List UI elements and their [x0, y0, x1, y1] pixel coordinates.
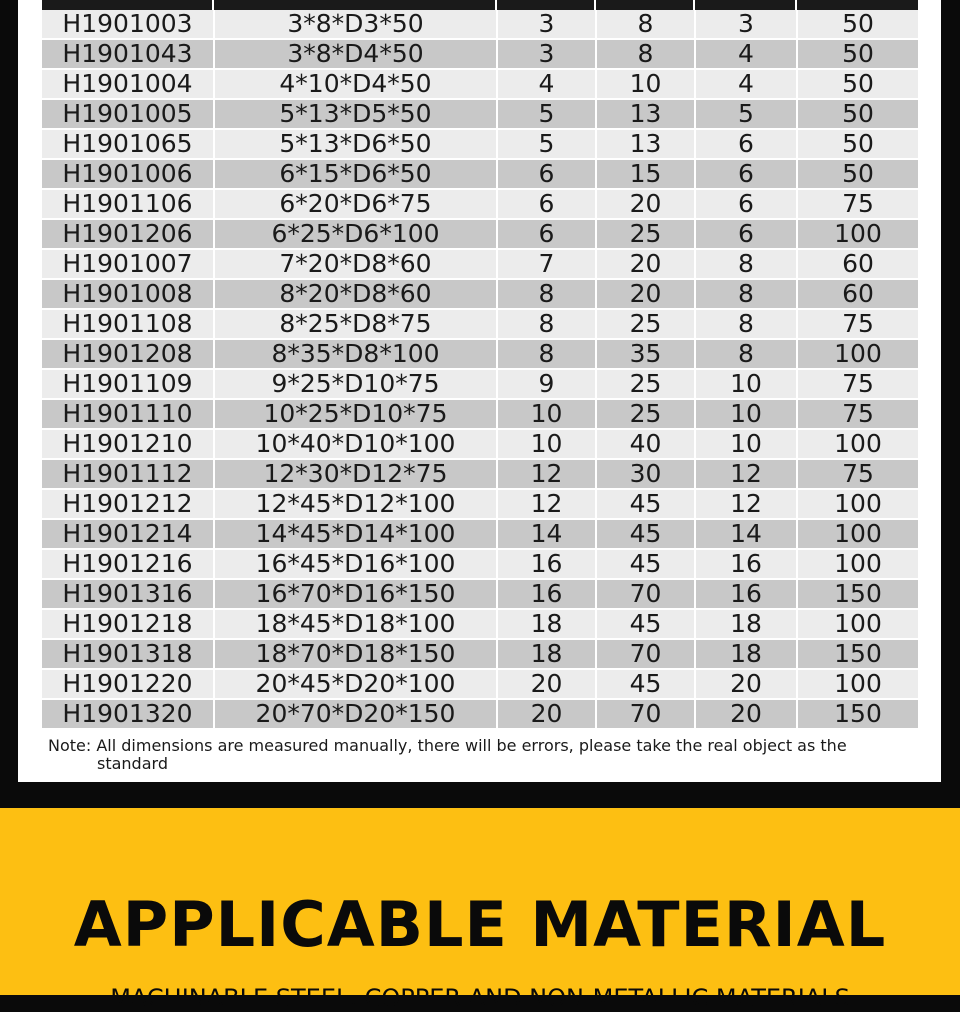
cell-dim-c: 18	[695, 639, 797, 669]
cell-specification: 5*13*D6*50	[214, 129, 497, 159]
cell-length: 100	[797, 339, 918, 369]
cell-dim-c: 20	[695, 699, 797, 729]
cell-dim-a: 4	[497, 69, 596, 99]
cell-specification: 12*30*D12*75	[214, 459, 497, 489]
cell-item-code: H1901214	[42, 519, 214, 549]
cell-specification: 6*25*D6*100	[214, 219, 497, 249]
cell-item-code: H1901109	[42, 369, 214, 399]
cell-dim-a: 6	[497, 159, 596, 189]
cell-dim-c: 8	[695, 279, 797, 309]
cell-length: 50	[797, 69, 918, 99]
cell-dim-b: 8	[596, 39, 695, 69]
cell-dim-b: 35	[596, 339, 695, 369]
cell-specification: 16*45*D16*100	[214, 549, 497, 579]
cell-dim-b: 70	[596, 579, 695, 609]
cell-dim-b: 45	[596, 519, 695, 549]
table-row	[42, 369, 918, 399]
cell-dim-b: 45	[596, 549, 695, 579]
cell-dim-c: 12	[695, 459, 797, 489]
cell-dim-c: 3	[695, 10, 797, 39]
spec-table-wrapper	[42, 0, 918, 730]
cell-dim-b: 13	[596, 99, 695, 129]
table-row	[42, 159, 918, 189]
cell-length: 75	[797, 369, 918, 399]
cell-item-code: H1901106	[42, 189, 214, 219]
table-row	[42, 69, 918, 99]
cell-specification: 20*45*D20*100	[214, 669, 497, 699]
cell-dim-b: 13	[596, 129, 695, 159]
cell-item-code: H1901210	[42, 429, 214, 459]
cell-length: 150	[797, 579, 918, 609]
cell-dim-a: 14	[497, 519, 596, 549]
cell-length: 60	[797, 249, 918, 279]
cell-dim-c: 10	[695, 369, 797, 399]
cell-dim-c: 6	[695, 219, 797, 249]
table-row	[42, 669, 918, 699]
cell-length: 50	[797, 159, 918, 189]
cell-length: 100	[797, 489, 918, 519]
cell-dim-c: 10	[695, 399, 797, 429]
cell-dim-c: 20	[695, 669, 797, 699]
table-row	[42, 399, 918, 429]
cell-dim-c: 5	[695, 99, 797, 129]
cell-dim-a: 5	[497, 99, 596, 129]
cell-length: 150	[797, 639, 918, 669]
table-row	[42, 519, 918, 549]
cell-dim-b: 70	[596, 639, 695, 669]
cell-dim-a: 20	[497, 669, 596, 699]
cell-dim-c: 8	[695, 249, 797, 279]
table-row	[42, 219, 918, 249]
cell-specification: 10*25*D10*75	[214, 399, 497, 429]
cell-dim-a: 10	[497, 399, 596, 429]
table-row	[42, 489, 918, 519]
cell-item-code: H1901006	[42, 159, 214, 189]
table-row	[42, 129, 918, 159]
cell-item-code: H1901112	[42, 459, 214, 489]
table-row	[42, 639, 918, 669]
cell-dim-b: 25	[596, 399, 695, 429]
cell-item-code: H1901216	[42, 549, 214, 579]
cell-dim-b: 20	[596, 279, 695, 309]
material-subtitle: MACHINABLE STEEL, COPPER AND NON-METALLIC MATERIALS	[110, 984, 850, 1012]
cell-length: 100	[797, 429, 918, 459]
cell-item-code: H1901007	[42, 249, 214, 279]
cell-dim-c: 18	[695, 609, 797, 639]
cell-specification: 7*20*D8*60	[214, 249, 497, 279]
cell-length: 50	[797, 10, 918, 39]
cell-dim-a: 18	[497, 609, 596, 639]
cell-specification: 18*45*D18*100	[214, 609, 497, 639]
table-row	[42, 699, 918, 729]
cell-dim-c: 8	[695, 309, 797, 339]
cell-dim-c: 10	[695, 429, 797, 459]
cell-dim-a: 6	[497, 219, 596, 249]
material-title: APPLICABLE MATERIAL	[73, 888, 887, 961]
cell-length: 100	[797, 519, 918, 549]
table-row	[42, 99, 918, 129]
cell-item-code: H1901065	[42, 129, 214, 159]
cell-specification: 10*40*D10*100	[214, 429, 497, 459]
cell-item-code: H1901005	[42, 99, 214, 129]
cell-length: 75	[797, 459, 918, 489]
table-row	[42, 10, 918, 39]
cell-dim-a: 12	[497, 459, 596, 489]
cell-dim-b: 45	[596, 489, 695, 519]
note-line-2: standard	[97, 754, 168, 773]
cell-item-code: H1901218	[42, 609, 214, 639]
table-row	[42, 549, 918, 579]
cell-length: 150	[797, 699, 918, 729]
cell-dim-c: 8	[695, 339, 797, 369]
cell-item-code: H1901220	[42, 669, 214, 699]
cell-dim-b: 8	[596, 10, 695, 39]
table-row	[42, 309, 918, 339]
cell-dim-a: 6	[497, 189, 596, 219]
cell-dim-c: 4	[695, 39, 797, 69]
cell-item-code: H1901320	[42, 699, 214, 729]
cell-dim-b: 10	[596, 69, 695, 99]
cell-dim-c: 6	[695, 159, 797, 189]
cell-specification: 14*45*D14*100	[214, 519, 497, 549]
material-section	[0, 808, 960, 1012]
cell-length: 100	[797, 549, 918, 579]
cell-specification: 6*20*D6*75	[214, 189, 497, 219]
cell-dim-a: 16	[497, 579, 596, 609]
table-row	[42, 189, 918, 219]
cell-item-code: H1901008	[42, 279, 214, 309]
table-row	[42, 429, 918, 459]
table-row	[42, 609, 918, 639]
cell-dim-b: 25	[596, 369, 695, 399]
cell-dim-a: 20	[497, 699, 596, 729]
cell-item-code: H1901004	[42, 69, 214, 99]
cell-specification: 5*13*D5*50	[214, 99, 497, 129]
cell-dim-a: 9	[497, 369, 596, 399]
cell-dim-c: 16	[695, 549, 797, 579]
cell-length: 50	[797, 99, 918, 129]
cell-specification: 18*70*D18*150	[214, 639, 497, 669]
cell-length: 100	[797, 609, 918, 639]
cell-item-code: H1901206	[42, 219, 214, 249]
cell-item-code: H1901043	[42, 39, 214, 69]
cell-specification: 3*8*D4*50	[214, 39, 497, 69]
cell-specification: 4*10*D4*50	[214, 69, 497, 99]
cell-item-code: H1901003	[42, 10, 214, 39]
cell-dim-c: 16	[695, 579, 797, 609]
cell-dim-a: 5	[497, 129, 596, 159]
table-row	[42, 249, 918, 279]
cell-length: 75	[797, 399, 918, 429]
cell-dim-b: 15	[596, 159, 695, 189]
cell-item-code: H1901316	[42, 579, 214, 609]
table-row	[42, 279, 918, 309]
spec-table-body	[42, 10, 918, 729]
cell-dim-b: 70	[596, 699, 695, 729]
cell-specification: 8*25*D8*75	[214, 309, 497, 339]
cell-dim-c: 6	[695, 129, 797, 159]
table-row	[42, 579, 918, 609]
note-line-1: Note: All dimensions are measured manually, there will be errors, please take the real object as the	[48, 736, 847, 755]
cell-length: 60	[797, 279, 918, 309]
spec-card	[18, 0, 941, 782]
table-row	[42, 39, 918, 69]
cell-item-code: H1901318	[42, 639, 214, 669]
cell-item-code: H1901108	[42, 309, 214, 339]
table-row	[42, 459, 918, 489]
cell-length: 50	[797, 129, 918, 159]
cell-dim-a: 3	[497, 10, 596, 39]
cell-specification: 16*70*D16*150	[214, 579, 497, 609]
cell-length: 50	[797, 39, 918, 69]
cell-dim-a: 12	[497, 489, 596, 519]
cell-dim-b: 20	[596, 189, 695, 219]
cell-dim-b: 40	[596, 429, 695, 459]
spec-table	[42, 10, 918, 730]
cell-dim-a: 18	[497, 639, 596, 669]
cell-dim-a: 7	[497, 249, 596, 279]
cell-specification: 6*15*D6*50	[214, 159, 497, 189]
cell-dim-a: 8	[497, 279, 596, 309]
cell-specification: 12*45*D12*100	[214, 489, 497, 519]
cell-length: 100	[797, 219, 918, 249]
cell-specification: 20*70*D20*150	[214, 699, 497, 729]
cell-dim-b: 45	[596, 669, 695, 699]
table-row	[42, 339, 918, 369]
cell-specification: 9*25*D10*75	[214, 369, 497, 399]
cell-dim-a: 16	[497, 549, 596, 579]
cell-dim-c: 4	[695, 69, 797, 99]
cell-specification: 8*20*D8*60	[214, 279, 497, 309]
cell-dim-b: 30	[596, 459, 695, 489]
cell-length: 100	[797, 669, 918, 699]
cell-dim-b: 25	[596, 309, 695, 339]
cell-dim-b: 45	[596, 609, 695, 639]
cell-dim-b: 25	[596, 219, 695, 249]
cell-dim-c: 14	[695, 519, 797, 549]
measurement-note	[48, 737, 928, 773]
cell-length: 75	[797, 309, 918, 339]
cell-dim-c: 12	[695, 489, 797, 519]
cell-dim-a: 3	[497, 39, 596, 69]
cell-dim-a: 8	[497, 339, 596, 369]
cell-item-code: H1901110	[42, 399, 214, 429]
cell-item-code: H1901212	[42, 489, 214, 519]
cell-item-code: H1901208	[42, 339, 214, 369]
cell-specification: 3*8*D3*50	[214, 10, 497, 39]
cell-dim-a: 8	[497, 309, 596, 339]
cell-dim-c: 6	[695, 189, 797, 219]
cell-dim-b: 20	[596, 249, 695, 279]
cell-length: 75	[797, 189, 918, 219]
cell-specification: 8*35*D8*100	[214, 339, 497, 369]
cell-dim-a: 10	[497, 429, 596, 459]
